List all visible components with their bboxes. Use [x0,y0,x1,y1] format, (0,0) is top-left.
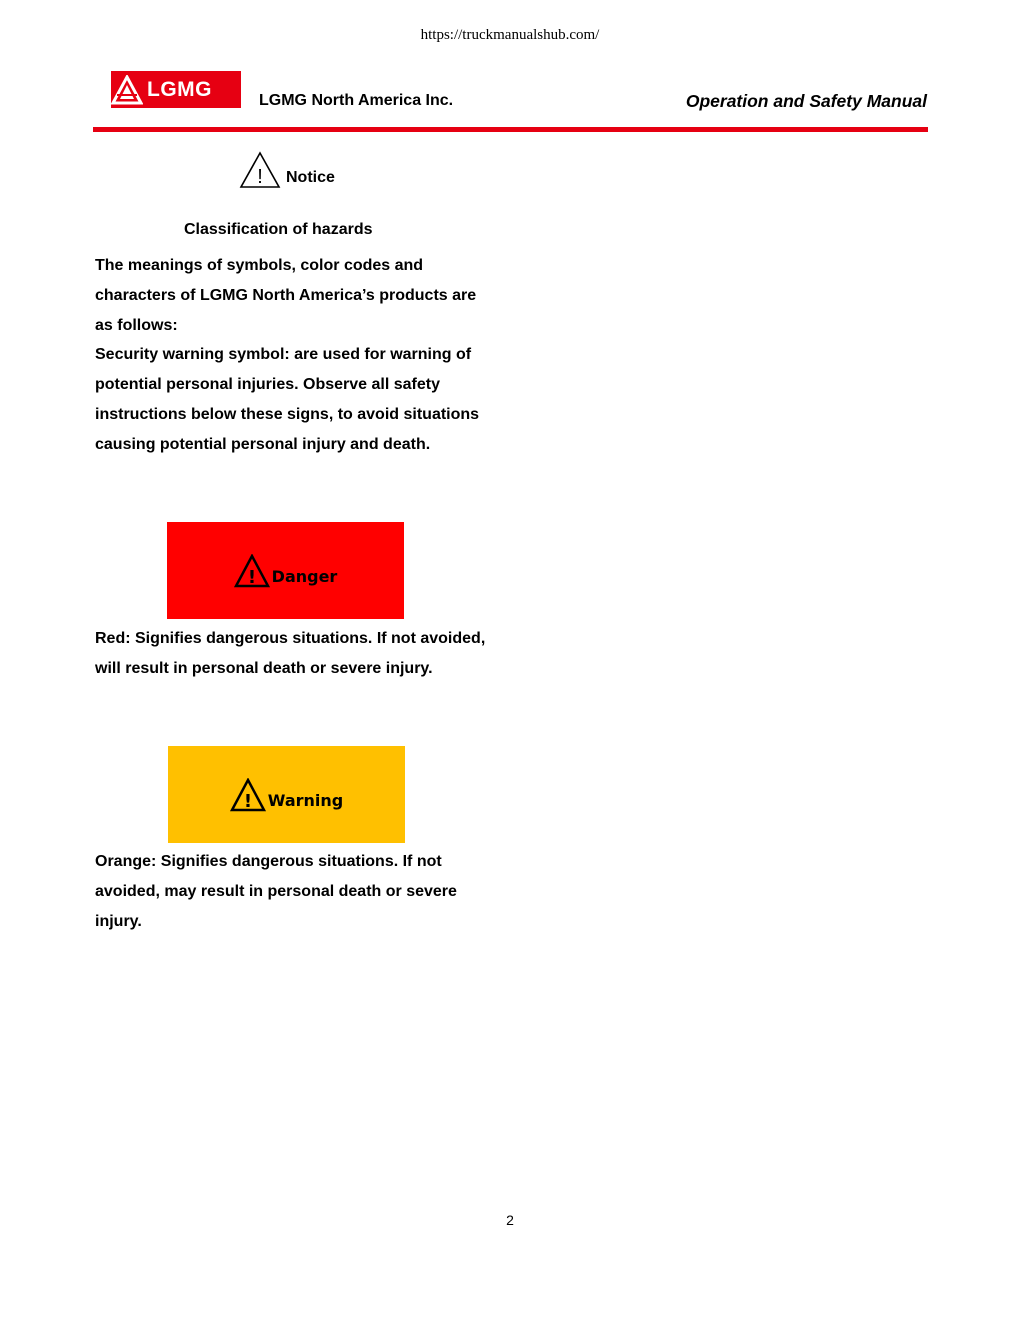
company-name: LGMG North America Inc. [259,92,454,109]
danger-triangle-icon [234,554,270,588]
svg-text:!: ! [247,566,256,588]
logo-text: LGMG [147,77,212,101]
warning-sign-triangle-icon [230,778,266,812]
warning-label: Warning [267,790,344,810]
notice-heading [239,151,335,189]
manual-title: Operation and Safety Manual [685,91,927,111]
danger-description: Red: Signifies dangerous situations. If not avoided, will result in personal death or severe injury. [95,630,486,677]
intro-paragraph: The meanings of symbols, color codes and characters of LGMG North America’s products are as follows: [95,257,477,334]
section-heading: Classification of hazards [184,221,373,238]
danger-label: Danger [271,566,338,586]
danger-sign [167,522,404,619]
warning-triangle-icon [239,151,281,189]
svg-text:!: ! [243,790,252,812]
lgmg-logo [111,71,241,108]
page-number: 2 [506,1212,514,1228]
svg-text:!: ! [257,166,263,188]
warning-description: Orange: Signifies dangerous situations. If not avoided, may result in personal death or severe injury. [95,853,457,930]
notice-label: Notice [286,169,335,186]
lgmg-logo-mark-icon [111,75,143,105]
warning-sign [168,746,405,843]
security-symbol-paragraph: Security warning symbol: are used for warning of potential personal injuries. Observe all safety instructions below these signs, to avoid situations causing potential personal injury and death. [95,346,480,453]
header-divider [93,127,928,132]
source-url: https://truckmanualshub.com/ [420,27,600,43]
